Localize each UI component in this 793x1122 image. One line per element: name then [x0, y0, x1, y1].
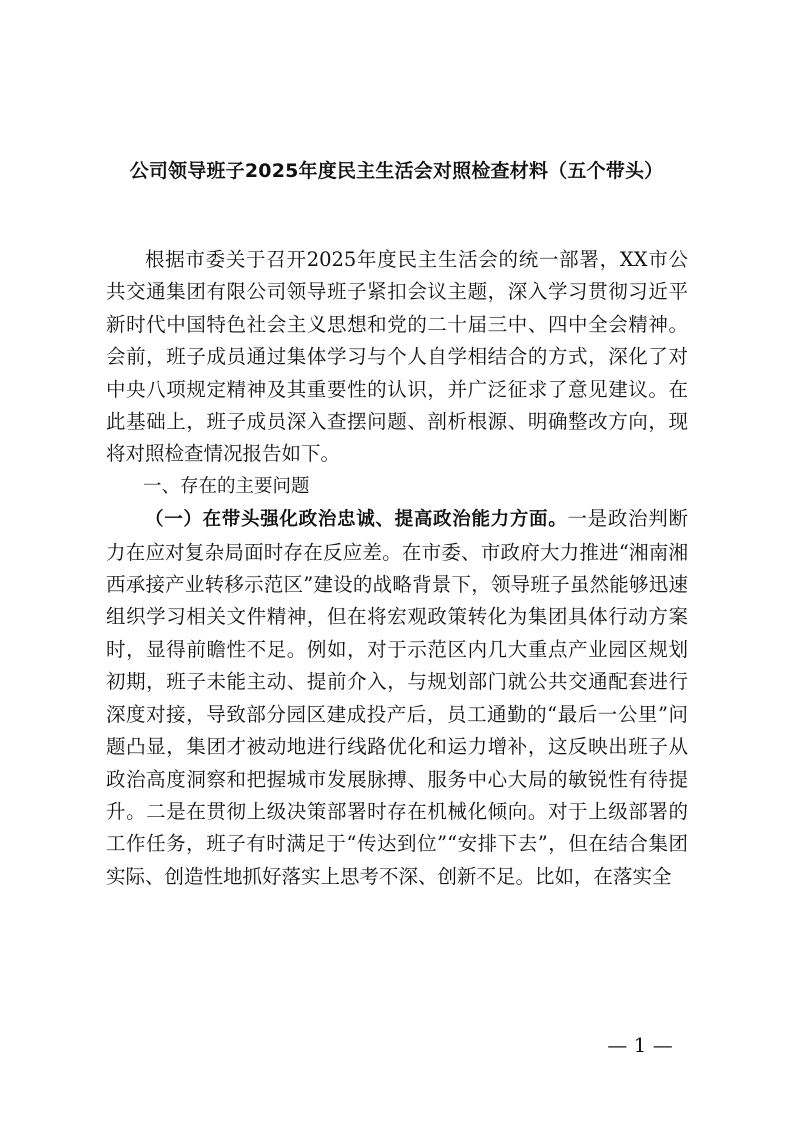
document-body — [106, 244, 688, 893]
section-heading: 一、存在的主要问题 — [143, 475, 310, 497]
subsection-heading: （一）在带头强化政治忠诚、提高政治能力方面。 — [145, 509, 568, 531]
page-number: — 1 — — [607, 1033, 673, 1057]
subsection-paragraph — [106, 503, 688, 893]
document-title: 公司领导班子2025年度民主生活会对照检查材料（五个带头） — [129, 160, 664, 182]
subsection-body: 一是政治判断力在应对复杂局面时存在反应差。在市委、市政府大力推进“湘南湘西承接产业转移示范区”建设的战略背景下，领导班子虽然能够迅速组织学习相关文件精神，但在将宏观政策转化为集团具体行动方案时，显得前瞻性不足。例如，对于示范区内几大重点产业园区规划初期，班子未能主动、提前介入，与规划部门就公共交通配套进行深度对接，导致部分园区建成投产后，员工通勤的“最后一公里”问题凸显，集团才被动地进行线路优化和运力增补，这反映出班子从政治高度洞察和把握城市发展脉搏、服务中心大局的敏锐性有待提升。二是在贯彻上级决策部署时存在机械化倾向。对于上级部署的工作任务，班子有时满足于“传达到位”“安排下去”，但在结合集团实际、创造性地抓好落实上思考不深、创新不足。比如，在落实全 — [106, 507, 688, 888]
intro-paragraph: 根据市委关于召开2025年度民主生活会的统一部署，XX市公共交通集团有限公司领导班子紧扣会议主题，深入学习贯彻习近平新时代中国特色社会主义思想和党的二十届三中、四中全会精神。会前，班子成员通过集体学习与个人自学相结合的方式，深化了对中央八项规定精神及其重要性的认识，并广泛征求了意见建议。在此基础上，班子成员深入查摆问题、剖析根源、明确整改方向，现将对照检查情况报告如下。 — [106, 248, 688, 466]
